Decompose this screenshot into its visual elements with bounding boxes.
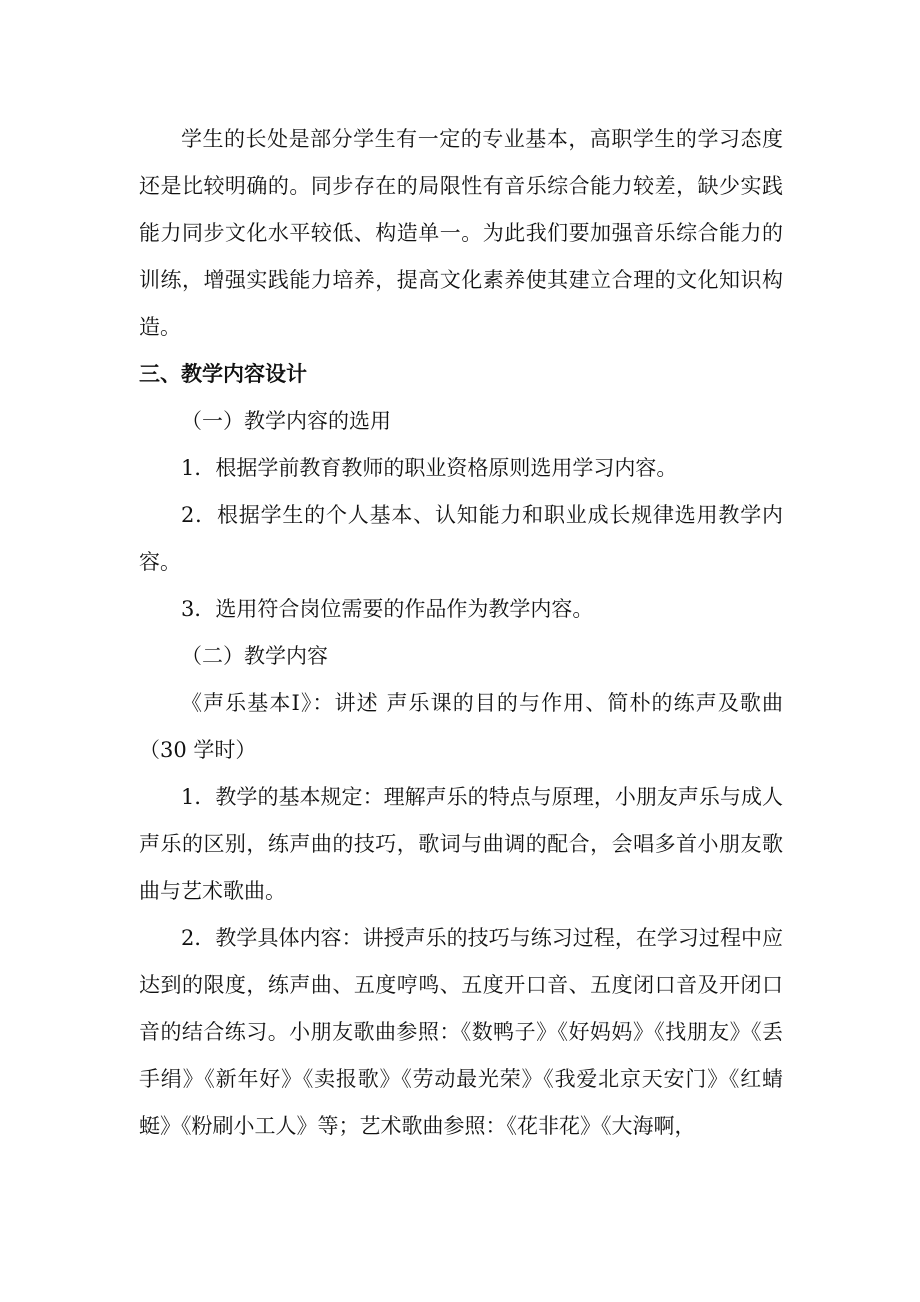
subheading-content-selection: （一）教学内容的选用	[181, 409, 391, 433]
course-title-paragraph: 《声乐基本Ⅰ》：讲述 声乐课的目的与作用、简朴的练声及歌曲（30 学时）	[139, 691, 783, 762]
list-item-3: 3．选用符合岗位需要的作品作为教学内容。	[181, 597, 594, 621]
paragraph-student-strengths: 学生的长处是部分学生有一定的专业基本，高职学生的学习态度还是比较明确的。同步存在的局限性有音乐综合能力较差，缺少实践能力同步文化水平较低、构造单一。为此我们要加强音乐综合能力的训练，增强实践能力培养，提高文化素养使其建立合理的文化知识构造。	[139, 127, 783, 339]
subheading-teaching-content: （二）教学内容	[181, 644, 328, 668]
list-item-2: 2．根据学生的个人基本、认知能力和职业成长规律选用教学内容。	[139, 503, 783, 574]
section-heading-teaching-content-design: 三、教学内容设计	[139, 362, 307, 386]
basic-requirements-paragraph: 1．教学的基本规定：理解声乐的特点与原理，小朋友声乐与成人声乐的区别，练声曲的技巧，歌词与曲调的配合，会唱多首小朋友歌曲与艺术歌曲。	[139, 785, 783, 903]
document-page	[139, 116, 783, 1150]
specific-content-paragraph: 2．教学具体内容：讲授声乐的技巧与练习过程，在学习过程中应达到的限度，练声曲、五度哼鸣、五度开口音、五度闭口音及开闭口音的结合练习。小朋友歌曲参照：《数鸭子》《好妈妈》《找朋友》《丢手绢》《新年好》《卖报歌》《劳动最光荣》《我爱北京天安门》《红蜻蜓》《粉刷小工人》等；艺术歌曲参照：《花非花》《大海啊，	[139, 926, 783, 1138]
list-item-1: 1．根据学前教育教师的职业资格原则选用学习内容。	[181, 456, 678, 480]
